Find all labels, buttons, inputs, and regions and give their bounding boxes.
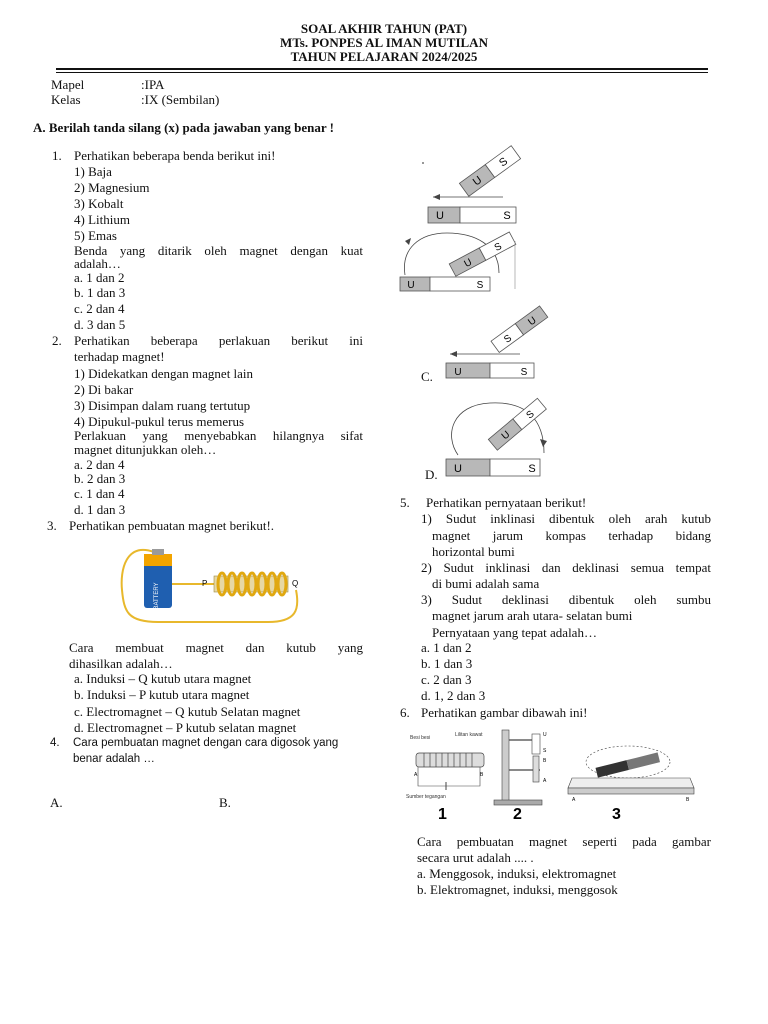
rubbing-figures-ab — [395, 145, 555, 300]
rubbing-figure-c — [440, 300, 560, 385]
q5-statement-3-cont: magnet jarum arah utara- selatan bumi — [432, 608, 633, 623]
electromagnet-figure — [118, 540, 308, 630]
magnet-s-label: S — [520, 367, 528, 378]
q5-option-a: a. 1 dan 2 — [421, 640, 472, 655]
magnet-s-label: S — [492, 241, 504, 254]
q1-item: 1) Baja — [74, 164, 112, 179]
magnet-s-label: S — [528, 463, 536, 475]
label-a: A — [543, 778, 547, 784]
magnet-u-label: U — [436, 210, 444, 222]
header-rule — [56, 68, 708, 70]
figure-number-3: 3 — [612, 806, 621, 823]
q4-label-b: B. — [219, 795, 231, 810]
q3-question: Perhatikan pembuatan magnet berikut!. — [69, 518, 275, 533]
q1-option-c: c. 2 dan 4 — [74, 301, 125, 316]
q5-statement-1-cont: magnet jarum kompas terhadap bidang — [432, 528, 711, 543]
magnet-s-label: S — [476, 280, 484, 291]
q1-stem-cont: adalah… — [74, 256, 121, 271]
q4-label-d: D. — [425, 467, 438, 482]
magnet-u-label: U — [470, 174, 485, 189]
label-s: S — [543, 748, 547, 754]
q2-stem: Perlakuan yang menyebabkan hilangnya sifat — [74, 428, 363, 443]
label-b: B — [543, 758, 547, 764]
magnet-s-label: S — [503, 210, 511, 222]
q5-number: 5. — [400, 495, 410, 510]
section-a-instruction: A. Berilah tanda silang (x) pada jawaban yang benar ! — [33, 120, 334, 135]
magnet-u-label: U — [407, 280, 415, 291]
q5-statement-2-cont: di bumi adalah sama — [432, 576, 540, 591]
q2-question: Perhatikan beberapa perlakuan berikut ini — [74, 333, 363, 348]
label-sumber: Sumber tegangan — [406, 794, 446, 800]
magnet-u-label: U — [454, 463, 462, 475]
q5-statement-1: 1) Sudut inklinasi dibentuk oleh arah kutub — [421, 511, 711, 526]
q5-question: Perhatikan pernyataan berikut! — [426, 495, 587, 510]
q6-option-a: a. Menggosok, induksi, elektromagnet — [417, 866, 617, 881]
label-besi: Besi besi — [410, 735, 431, 741]
q4-number: 4. — [50, 737, 60, 749]
q2-question-cont: terhadap magnet! — [74, 349, 165, 364]
q5-statement-1-end: horizontal bumi — [432, 544, 515, 559]
q1-question: Perhatikan beberapa benda berikut ini! — [74, 148, 276, 163]
pole-q-label: Q — [292, 579, 299, 588]
magnet-u-label: U — [499, 429, 513, 443]
q1-item: 5) Emas — [74, 228, 117, 243]
magnet-methods-figure — [400, 726, 700, 824]
q4-label-c: C. — [421, 369, 433, 384]
q1-stem: Benda yang ditarik oleh magnet dengan kuat — [74, 243, 363, 258]
q3-number: 3. — [47, 518, 57, 533]
title-line-3: TAHUN PELAJARAN 2024/2025 — [290, 49, 478, 64]
magnet-u-label: U — [526, 315, 539, 329]
q1-option-b: b. 1 dan 3 — [74, 285, 126, 300]
q2-item: 2) Di bakar — [74, 382, 134, 397]
q5-option-b: b. 1 dan 3 — [421, 656, 473, 671]
q4-label-a: A. — [50, 795, 63, 810]
q3-stem: Cara membuat magnet dan kutub yang — [69, 640, 363, 655]
q6-number: 6. — [400, 705, 410, 720]
label-b: B — [686, 797, 690, 803]
q3-option-a: a. Induksi – Q kutub utara magnet — [74, 671, 252, 686]
q2-item: 4) Dipukul-pukul terus memerus — [74, 414, 245, 429]
magnet-s-label: S — [497, 155, 511, 170]
title-line-1: SOAL AKHIR TAHUN (PAT) — [300, 21, 468, 36]
q2-option-c: c. 1 dan 4 — [74, 486, 125, 501]
q5-statement-3: 3) Sudut deklinasi dibentuk oleh sumbu — [421, 592, 711, 607]
label-b: B — [480, 772, 484, 778]
q3-option-c: c. Electromagnet – Q kutub Selatan magnet — [74, 704, 301, 719]
q1-number: 1. — [52, 148, 62, 163]
q1-option-d: d. 3 dan 5 — [74, 317, 126, 332]
q3-stem-cont: dihasilkan adalah… — [69, 656, 173, 671]
q2-option-a: a. 2 dan 4 — [74, 457, 125, 472]
q1-item: 2) Magnesium — [74, 180, 150, 195]
q2-item: 1) Didekatkan dengan magnet lain — [74, 366, 254, 381]
q2-item: 3) Disimpan dalam ruang tertutup — [74, 398, 251, 413]
kelas-label: Kelas — [51, 92, 81, 107]
rubbing-figure-d — [440, 395, 560, 480]
q5-stem: Pernyataan yang tepat adalah… — [432, 625, 597, 640]
q2-option-d: d. 1 dan 3 — [74, 502, 126, 517]
battery-label: BATTERY — [154, 582, 160, 610]
label-a: A — [414, 772, 418, 778]
q2-stem-cont: magnet ditunjukkan oleh… — [74, 442, 217, 457]
magnet-u-label: U — [454, 367, 462, 378]
title-line-2: MTs. PONPES AL IMAN MUTILAN — [280, 35, 488, 50]
magnet-s-label: S — [502, 332, 515, 346]
pole-p-label: P — [202, 579, 208, 588]
label-lilitan: Lilitan kawat — [455, 732, 483, 738]
magnet-u-label: U — [462, 256, 475, 270]
label-u: U — [543, 732, 547, 738]
magnet-s-label: S — [524, 408, 537, 422]
q6-stem-cont: secara urut adalah .... . — [417, 850, 534, 865]
header-rule-thin — [56, 72, 708, 73]
q1-item: 3) Kobalt — [74, 196, 124, 211]
mapel-label: Mapel — [51, 77, 85, 92]
q1-item: 4) Lithium — [74, 212, 130, 227]
figure-number-2: 2 — [513, 806, 522, 823]
q5-option-c: c. 2 dan 3 — [421, 672, 472, 687]
q6-question: Perhatikan gambar dibawah ini! — [421, 705, 588, 720]
q5-statement-2: 2) Sudut inklinasi dan deklinasi semua tempat — [421, 560, 711, 575]
label-a: A — [572, 797, 576, 803]
q2-number: 2. — [52, 333, 62, 348]
q5-option-d: d. 1, 2 dan 3 — [421, 688, 486, 703]
kelas-value: :IX (Sembilan) — [141, 92, 220, 107]
q1-option-a: a. 1 dan 2 — [74, 270, 125, 285]
q3-option-d: d. Electromagnet – P kutub selatan magnet — [74, 720, 297, 735]
q2-option-b: b. 2 dan 3 — [74, 471, 126, 486]
q4-question: Cara pembuatan magnet dengan cara digosok yang — [73, 737, 339, 749]
figure-number-1: 1 — [438, 806, 447, 823]
q3-option-b: b. Induksi – P kutub utara magnet — [74, 687, 250, 702]
q4-question-cont: benar adalah … — [73, 753, 155, 765]
mapel-value: :IPA — [141, 77, 165, 92]
q6-option-b: b. Elektromagnet, induksi, menggosok — [417, 882, 618, 897]
q6-stem: Cara pembuatan magnet seperti pada gambar — [417, 834, 711, 849]
